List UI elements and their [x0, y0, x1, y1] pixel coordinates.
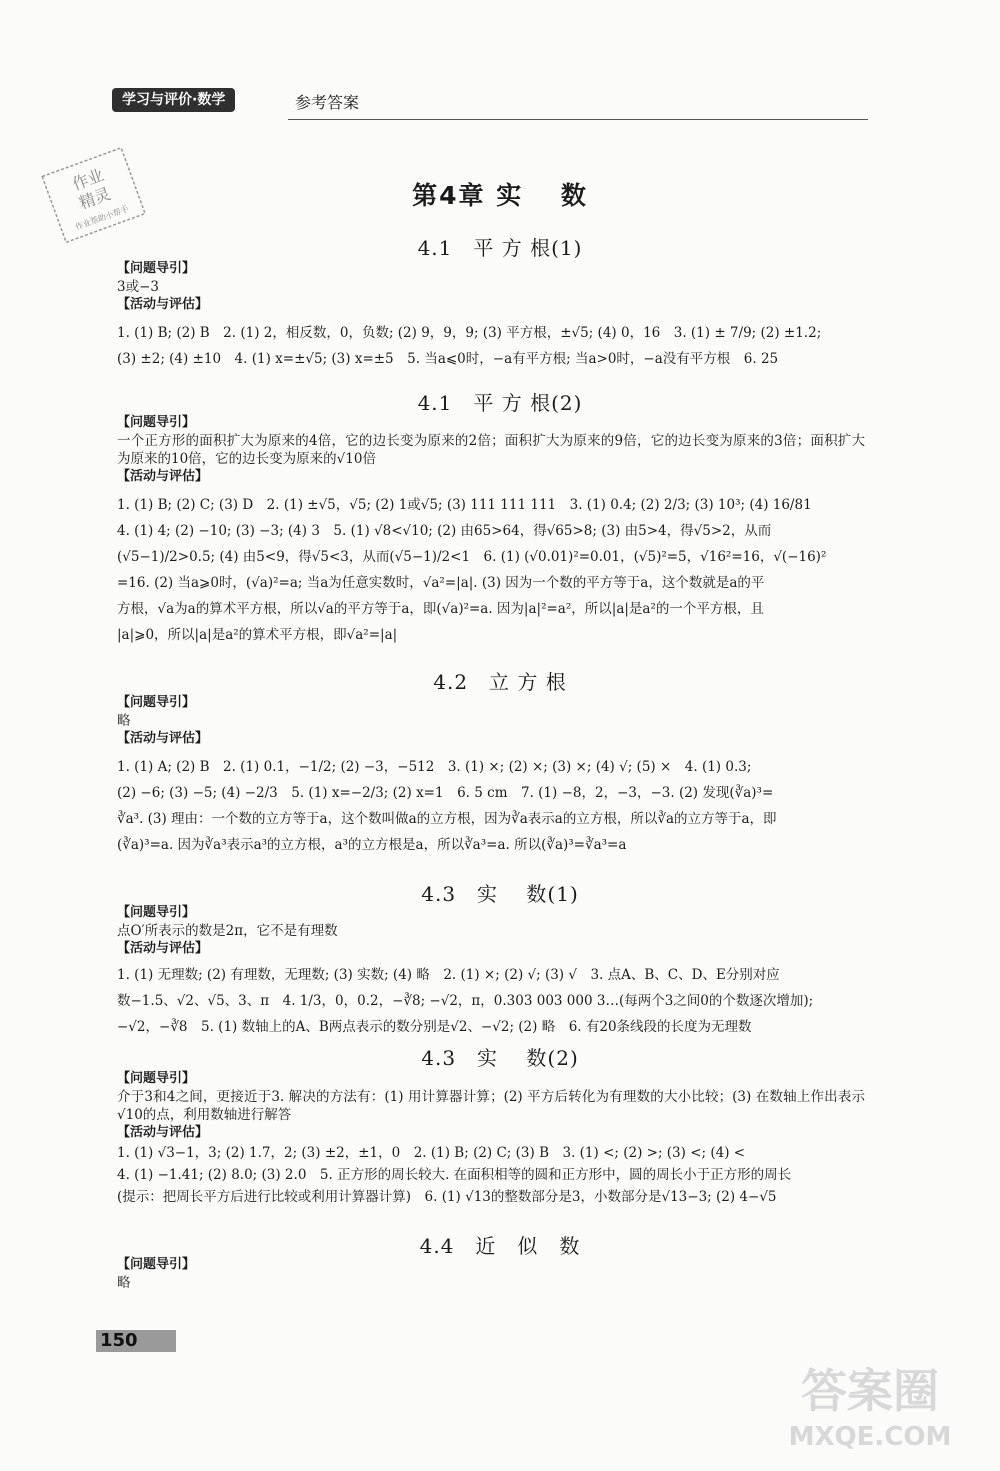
- answer-line: ∛a³. (3) 理由：一个数的立方等于a，这个数叫做a的立方根，因为∛a表示a的立方根，所以∛a的立方等于a，即: [117, 811, 777, 827]
- section-title: 4.3 实 数(1): [421, 882, 579, 906]
- section-body: [117, 694, 865, 858]
- answer-line: 4. (1) 4; (2) −10; (3) −3; (4) 3 5. (1) √8<√10; (2) 由65>64，得√65>8; (3) 由5>4，得√5>2，从而: [117, 523, 772, 539]
- guide-label: 【问题导引】: [117, 1257, 196, 1272]
- section-title: 4.4 近 似 数: [419, 1234, 581, 1258]
- page-header: [112, 86, 872, 126]
- guide-text: 略: [117, 1275, 131, 1291]
- section-body: [117, 904, 865, 1040]
- page-number-bar: [96, 1330, 176, 1352]
- chapter-title: 第4章 实 数: [412, 181, 588, 210]
- answer-line: 1. (1) B; (2) C; (3) D 2. (1) ±√5，√5; (2) 1或√5; (3) 111 111 111 3. (1) 0.4; (2) 2/3; (3) 10³; (4) 16/81: [117, 497, 812, 513]
- activity-label: 【活动与评估】: [117, 941, 209, 956]
- stamp-line-3: 作业帮助小帮手: [74, 204, 130, 232]
- section-title: 4.1 平 方 根(2): [417, 391, 583, 415]
- watermark-line-2: MXQE.COM: [788, 1422, 952, 1452]
- answer-line: =16. (2) 当a⩾0时，(√a)²=a; 当a为任意实数时，√a²=|a|. (3) 因为一个数的平方等于a，这个数就是a的平: [117, 575, 765, 591]
- answer-line: 1. (1) √3−1，3; (2) 1.7，2; (3) ±2，±1，0 2. (1) B; (2) C; (3) B 3. (1) <; (2) >; (3) <; (4) <: [117, 1145, 746, 1161]
- answer-line: (提示：把周长平方后进行比较或利用计算器计算) 6. (1) √13的整数部分是3，小数部分是√13−3; (2) 4−√5: [117, 1189, 777, 1205]
- answer-line: (√5−1)/2>0.5; (4) 由5<9，得√5<3，从而(√5−1)/2<1 6. (1) (√0.01)²=0.01，(√5)²=5，√16²=16，√(−16)²: [117, 549, 827, 565]
- book-title-badge: 学习与评价·数学: [112, 88, 235, 112]
- section-title: 4.3 实 数(2): [421, 1046, 579, 1070]
- section-title: 4.1 平 方 根(1): [417, 236, 583, 260]
- watermark-line-1: 答案圈: [801, 1364, 939, 1418]
- answer-line: 数−1.5、√2、√5、3、π 4. 1/3，0，0.2，−∛8; −√2，π，0.303 003 000 3…(每两个3之间0的个数逐次增加);: [117, 993, 814, 1009]
- answer-line: (3) ±2; (4) ±10 4. (1) x=±√5; (3) x=±5 5. 当a⩽0时，−a有平方根; 当a>0时，−a没有平方根 6. 25: [117, 351, 779, 367]
- guide-label: 【问题导引】: [117, 905, 196, 920]
- activity-label: 【活动与评估】: [117, 731, 209, 746]
- guide-label: 【问题导引】: [117, 1071, 196, 1086]
- answer-line: 1. (1) 无理数; (2) 有理数，无理数; (3) 实数; (4) 略 2. (1) ×; (2) √; (3) √ 3. 点A、B、C、D、E分别对应: [117, 967, 780, 983]
- guide-text: 点O′所表示的数是2π，它不是有理数: [117, 923, 338, 939]
- guide-text: 介于3和4之间，更接近于3. 解决的方法有：(1) 用计算器计算；(2) 平方后转化为有理数的大小比较；(3) 在数轴上作出表示√10的点，利用数轴进行解答: [117, 1089, 865, 1123]
- page-number: 150: [100, 1330, 138, 1351]
- guide-text: 略: [117, 713, 131, 729]
- stamp-line-1: 作业: [69, 165, 107, 194]
- guide-text: 一个正方形的面积扩大为原来的4倍，它的边长变为原来的2倍；面积扩大为原来的9倍，它的边长变为原来的3倍；面积扩大为原来的10倍，它的边长变为原来的√10倍: [117, 433, 865, 467]
- section-body: [117, 414, 865, 648]
- activity-label: 【活动与评估】: [117, 469, 209, 484]
- answer-line: (2) −6; (3) −5; (4) −2/3 5. (1) x=−2/3; (2) x=1 6. 5 cm 7. (1) −8，2，−3，−3. (2) 发现(∛a)³=: [117, 785, 774, 801]
- guide-label: 【问题导引】: [117, 261, 196, 276]
- guide-text: 3或−3: [117, 279, 159, 295]
- section-body: [117, 260, 865, 372]
- section-title: 4.2 立 方 根: [433, 670, 567, 694]
- answer-line: −√2，−∛8 5. (1) 数轴上的A、B两点表示的数分别是√2、−√2; (2) 略 6. 有20条线段的长度为无理数: [117, 1019, 752, 1035]
- watermark-logo: [760, 1349, 980, 1459]
- answer-line: (∛a)³=a. 因为∛a³表示a³的立方根，a³的立方根是a，所以∛a³=a. 所以(∛a)³=∛a³=a: [117, 837, 627, 853]
- guide-label: 【问题导引】: [117, 695, 196, 710]
- stamp-line-2: 精灵: [76, 183, 114, 213]
- answer-line: 1. (1) B; (2) B 2. (1) 2，相反数，0，负数; (2) 9，9，9; (3) 平方根，±√5; (4) 0，16 3. (1) ± 7/9; (2) ±1.2;: [117, 325, 822, 341]
- answer-line: 4. (1) −1.41; (2) 8.0; (3) 2.0 5. 正方形的周长较大. 在面积相等的圆和正方形中，圆的周长小于正方形的周长: [117, 1167, 792, 1183]
- header-subtitle: 参考答案: [295, 93, 360, 112]
- answer-line: 方根，√a为a的算术平方根，所以√a的平方等于a，即(√a)²=a. 因为|a|²=a²，所以|a|是a²的一个平方根，且: [117, 601, 764, 617]
- answer-line: 1. (1) A; (2) B 2. (1) 0.1，−1/2; (2) −3，−512 3. (1) ×; (2) ×; (3) ×; (4) √; (5) × 4. (1) 0.3;: [117, 759, 752, 775]
- guide-label: 【问题导引】: [117, 415, 196, 430]
- section-body: [117, 1070, 865, 1208]
- answer-line: |a|⩾0，所以|a|是a²的算术平方根，即√a²=|a|: [117, 627, 398, 643]
- header-rule: [288, 119, 868, 120]
- section-body: [117, 1256, 865, 1292]
- activity-label: 【活动与评估】: [117, 1125, 209, 1140]
- activity-label: 【活动与评估】: [117, 297, 209, 312]
